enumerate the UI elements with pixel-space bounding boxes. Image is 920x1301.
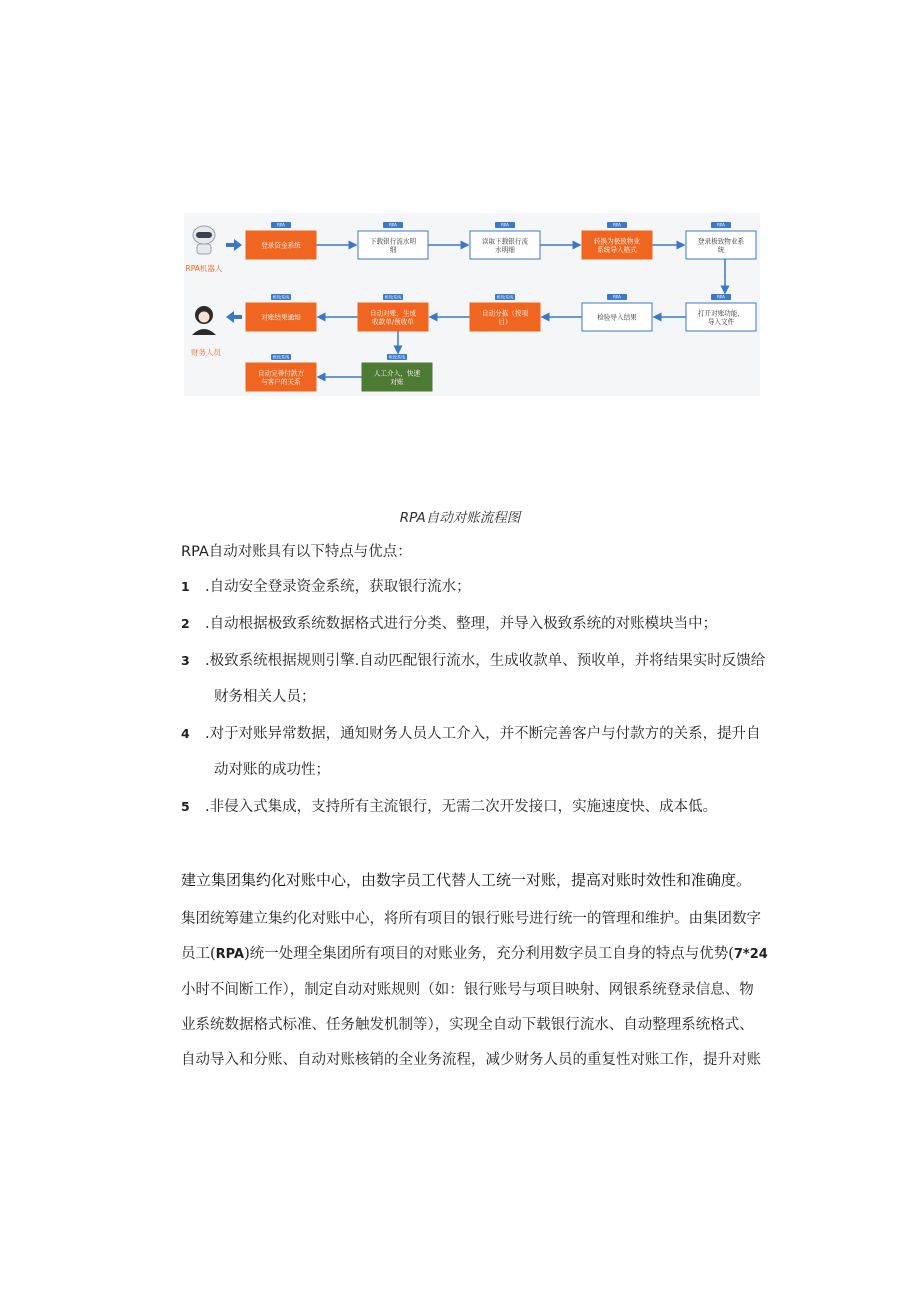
robot-label: RPA机器人 <box>185 264 223 273</box>
node-tag-label: RPA <box>716 222 726 228</box>
list-item-4: 4 .对于对账异常数据，通知财务人员人工介入，并不断完善客户与付款方的关系，提升自 <box>181 726 761 742</box>
list-item-5: 5 .非侵入式集成，支持所有主流银行，无需二次开发接口，实施速度快、成本低。 <box>181 799 718 815</box>
node-tag-label: 极致系统 <box>272 294 290 300</box>
flow-node-label: 转换为极致物业 <box>593 237 641 246</box>
list-item-3-continued: 财务相关人员； <box>214 689 316 705</box>
paragraph-line-3: 小时不间断工作），制定自动对账规则（如：银行账号与项目映射、网银系统登录信息、物 <box>181 982 754 998</box>
flow-node-label: 统 <box>717 245 725 254</box>
flow-node-label: 下载银行流水明 <box>369 237 417 246</box>
node-tag-label: RPA <box>612 294 622 300</box>
node-tag-label: RPA <box>716 294 726 300</box>
flow-node-label: 目） <box>498 317 512 326</box>
robot-visor-icon <box>196 232 212 238</box>
paragraph-line-5: 自动导入和分账、自动对账核销的全业务流程，减少财务人员的重复性对账工作，提升对账 <box>181 1052 761 1068</box>
list-item-1: 1 .自动安全登录资金系统，获取银行流水； <box>181 579 471 595</box>
paragraph-line-1: 集团统筹建立集约化对账中心，将所有项目的银行账号进行统一的管理和维护。由集团数字 <box>181 911 761 927</box>
flowchart-canvas <box>184 213 760 396</box>
flow-node-label: 人工介入，快速 <box>373 369 421 378</box>
flow-node-label: 自动完善付款方 <box>257 369 305 378</box>
flow-node-label: 水明细 <box>495 245 515 254</box>
flow-node-label: 检验导入结果 <box>597 313 637 322</box>
arrow-left-icon <box>226 311 242 323</box>
node-tag-label: RPA <box>388 222 398 228</box>
paragraph-line-2: 员工(RPA)统一处理全集团所有项目的对账业务，充分利用数字员工自身的特点与优势(7*24 <box>181 946 768 962</box>
node-tag-label: 极致系统 <box>388 354 406 360</box>
flow-node-label: 导入文件 <box>707 317 735 326</box>
node-tag-label: 极致系统 <box>496 294 514 300</box>
node-tag-label: RPA <box>500 222 510 228</box>
list-item-4-continued: 动对账的成功性； <box>214 762 330 778</box>
section-heading: 建立集团集约化对账中心，由数字员工代替人工统一对账，提高对账时效性和准确度。 <box>181 871 752 889</box>
flow-node-label: 登录资金系统 <box>261 241 301 250</box>
flow-node-label: 细 <box>389 245 397 254</box>
flow-node-label: 打开对账功能， <box>697 309 745 318</box>
intro-text: RPA自动对账具有以下特点与优点： <box>181 544 412 560</box>
node-tag-label: RPA <box>612 222 622 228</box>
figure-caption: RPA自动对账流程图 <box>399 510 521 526</box>
node-tag-label: 极致系统 <box>272 354 290 360</box>
flow-node-label: 读取下载银行流 <box>481 237 529 246</box>
flow-node-label: 自动对账，生成 <box>369 309 417 318</box>
list-item-3: 3 .极致系统根据规则引擎.自动匹配银行流水，生成收款单、预收单，并将结果实时反馈给 <box>181 653 766 669</box>
person-body-icon <box>192 329 216 335</box>
arrow-right-icon <box>226 239 242 251</box>
paragraph-line-4: 业系统数据格式标准、任务触发机制等），实现全自动下载银行流水、自动整理系统格式、 <box>181 1017 754 1033</box>
robot-body-icon <box>197 244 211 254</box>
flow-node-label: 收款单/预收单 <box>372 317 414 326</box>
person-face-icon <box>199 312 210 323</box>
node-tag-label: RPA <box>276 222 286 228</box>
flow-node-label: 登录极致物业系 <box>697 237 745 246</box>
flow-node-label: 对账结果通知 <box>261 313 301 322</box>
node-tag-label: 极致系统 <box>384 294 402 300</box>
flow-node-label: 系统导入格式 <box>597 245 637 254</box>
rpa-flowchart <box>184 213 760 396</box>
flow-node-label: 对账 <box>390 377 404 386</box>
flow-node-label: 自动分拣（按项 <box>481 309 529 318</box>
flow-node-label: 与客户的关系 <box>261 377 301 386</box>
staff-label: 财务人员 <box>191 348 221 357</box>
list-item-2: 2 .自动根据极致系统数据格式进行分类、整理，并导入极致系统的对账模块当中； <box>181 616 718 632</box>
